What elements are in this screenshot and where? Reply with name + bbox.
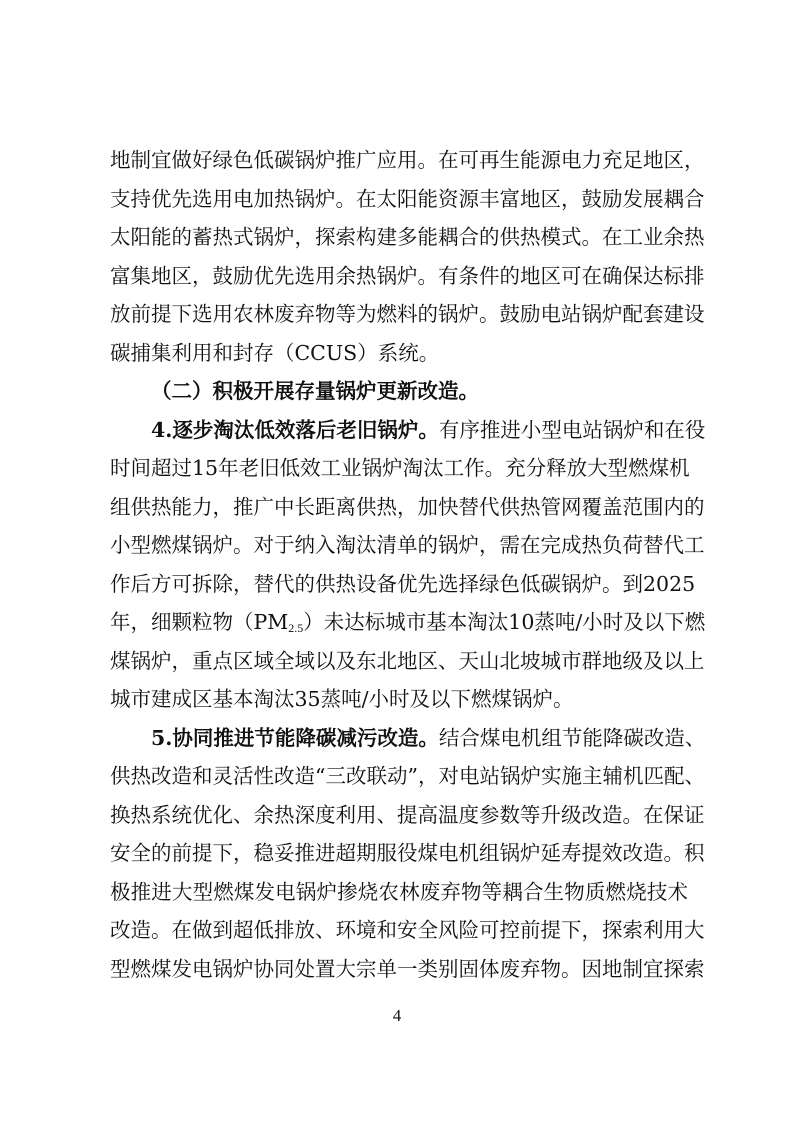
- section-heading: （二）积极开展存量锅炉更新改造。: [151, 379, 479, 403]
- paragraph-line: 碳捕集利用和封存（CCUS）系统。: [110, 340, 440, 365]
- paragraph-line: 小型燃煤锅炉。对于纳入淘汰清单的锅炉，需在完成热负荷替代工: [110, 533, 705, 557]
- item-4-text: 有序推进小型电站锅炉和在役: [438, 417, 706, 442]
- paragraph-line: 放前提下选用农林废弃物等为燃料的锅炉。鼓励电站锅炉配套建设: [110, 302, 705, 326]
- paragraph-line: 供热改造和灵活性改造“三改联动”，对电站锅炉实施主辅机匹配、: [110, 764, 705, 788]
- item-5-text: 结合煤电机组节能降碳改造、: [438, 725, 706, 750]
- paragraph-line: 太阳能的蓄热式锅炉，探索构建多能耦合的供热模式。在工业余热: [110, 225, 705, 249]
- paragraph-line: 组供热能力，推广中长距离供热，加快替代供热管网覆盖范围内的: [110, 494, 705, 519]
- paragraph-line: 煤锅炉，重点区域全域以及东北地区、天山北坡城市群地级及以上: [110, 648, 705, 673]
- body-text: [110, 141, 706, 988]
- pm25-line: [110, 603, 706, 642]
- item-5-first-line: [110, 719, 706, 758]
- paragraph-line: 改造。在做到超低排放、环境和安全风险可控前提下，探索利用大: [110, 918, 705, 942]
- pm-subscript: 2.5: [288, 621, 304, 635]
- paragraph-line: 作后方可拆除，替代的供热设备优先选择绿色低碳锅炉。到2025: [110, 571, 696, 596]
- paragraph-line: 时间超过15年老旧低效工业锅炉淘汰工作。充分释放大型燃煤机: [110, 456, 690, 480]
- paragraph-line: 极推进大型燃煤发电锅炉掺烧农林废弃物等耦合生物质燃烧技术: [110, 879, 688, 904]
- paragraph-line: 地制宜做好绿色低碳锅炉推广应用。在可再生能源电力充足地区，: [110, 148, 705, 172]
- paragraph-line: 安全的前提下，稳妥推进超期服役煤电机组锅炉延寿提效改造。积: [110, 841, 705, 865]
- paragraph-line: 城市建成区基本淘汰35蒸吨/小时及以下燃煤锅炉。: [110, 687, 574, 711]
- paragraph-line: 型燃煤发电锅炉协同处置大宗单一类别固体废弃物。因地制宜探索: [110, 956, 705, 981]
- item-4-title: 4.逐步淘汰低效落后老旧锅炉。: [151, 417, 439, 442]
- paragraph-line: 富集地区，鼓励优先选用余热锅炉。有条件的地区可在确保达标排: [110, 263, 705, 288]
- item-5-title: 5.协同推进节能降碳减污改造。: [151, 725, 439, 750]
- pm-line-end: ）未达标城市基本淘汰10蒸吨/小时及以下燃: [303, 610, 706, 634]
- item-4-first-line: [110, 411, 706, 450]
- page-number: 4: [392, 1006, 402, 1025]
- pm-line-start: 年，细颗粒物（PM: [110, 610, 289, 634]
- paragraph-line: 换热系统优化、余热深度利用、提高温度参数等升级改造。在保证: [110, 802, 705, 827]
- paragraph-line: 支持优先选用电加热锅炉。在太阳能资源丰富地区，鼓励发展耦合: [110, 186, 705, 211]
